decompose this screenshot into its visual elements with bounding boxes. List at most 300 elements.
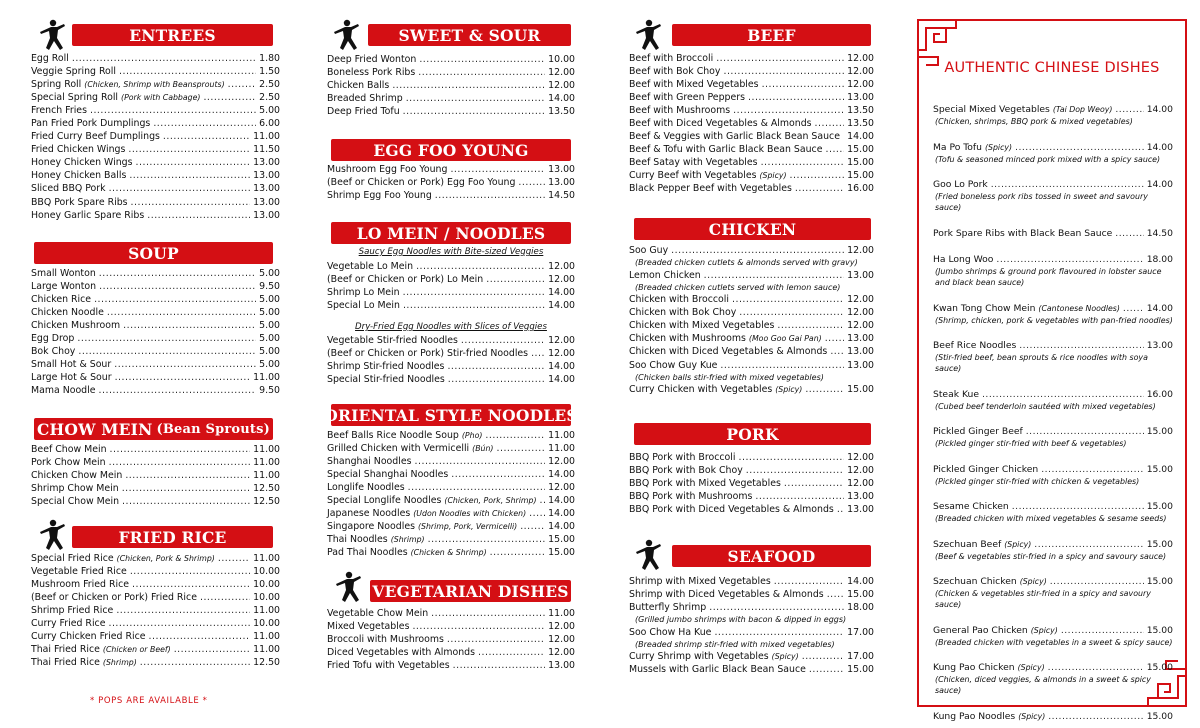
seafood-title: SEAFOOD [727,546,816,566]
menu-item-price: 14.00 [847,576,874,587]
menu-item-note: (Spicy) [775,385,803,395]
menu-item-name: Japanese Noodles [327,508,411,520]
menu-item-name: Curry Chicken Fried Rice [31,631,146,643]
menu-item-name: Shrimp Stir-fried Noodles [327,361,445,373]
menu-item-row [31,643,280,656]
menu-item-row [933,179,1173,191]
dot-leader [109,182,251,195]
menu-item-price: 11.00 [253,553,280,564]
menu-item [327,53,575,66]
menu-item-row [31,209,280,222]
menu-item-name: Curry Chicken with Vegetables [629,384,773,396]
menu-item-row [933,464,1173,476]
beef-banner [672,24,871,46]
menu-item-note: (Bún) [472,444,494,454]
menu-item [327,507,575,520]
dot-leader [431,607,545,620]
menu-item-description: (Breaded chicken cutlets served with lemon sauce) [635,282,841,292]
soup-title: SOUP [128,243,179,263]
menu-item [629,130,874,143]
menu-item-price: 12.00 [847,465,874,477]
menu-item-price: 11.00 [253,372,280,384]
dot-leader [1019,340,1143,352]
menu-item-description: (Pickled ginger stir-fried with chicken & vegetables) [935,476,1140,486]
menu-item-description: (Grilled jumbo shrimps with bacon & dipped in eggs) [635,615,847,625]
menu-item-row [327,373,575,386]
menu-item-price: 1.50 [259,66,280,78]
menu-item [327,66,575,79]
menu-item-row [327,620,575,633]
menu-item-name: Thai Noodles [327,534,388,546]
menu-item-price: 12.00 [847,294,874,306]
menu-item-row [31,565,280,578]
menu-item [31,156,280,169]
egg-foo-young-title: EGG FOO YOUNG [373,140,529,160]
menu-item [31,130,280,143]
dot-leader [200,591,250,604]
dot-leader [720,359,844,372]
menu-item-name: BBQ Pork with Mushrooms [629,491,753,503]
menu-item [327,299,575,312]
menu-item-name: Chicken with Diced Vegetables & Almonds [629,346,828,358]
lo-mein-banner [331,222,571,244]
menu-item [629,383,874,396]
menu-item-description: (Fried boneless pork ribs tossed in sweet and savoury sauce) [935,192,1148,213]
menu-item-price: 14.00 [1146,141,1173,153]
menu-item-description: (Chicken, diced veggies, & almonds in a sweet & spicy sauce) [935,675,1151,696]
dot-leader [1012,501,1144,513]
menu-item-price: 15.00 [548,547,575,559]
menu-item-name: Egg Roll [31,53,69,64]
menu-item-row [31,482,280,495]
menu-item-price: 12.00 [847,307,874,319]
dot-leader [1050,576,1144,588]
menu-item-row [933,711,1173,723]
dot-leader [1048,711,1143,723]
dot-leader [228,78,256,91]
chow-mein-banner [34,418,273,440]
menu-item-row [327,468,575,481]
menu-item-price: 15.00 [847,589,874,601]
chow-mein-subtitle: (Bean Sprouts) [156,421,271,437]
menu-item-price: 14.00 [548,287,575,299]
menu-item-row [327,429,575,442]
menu-item-name: Special Longlife Noodles [327,495,442,507]
menu-item-name: Shrimp with Mixed Vegetables [629,576,771,587]
menu-item-price: 13.00 [847,92,874,104]
menu-item-name: Honey Garlic Spare Ribs [31,209,145,221]
dot-leader [128,143,250,156]
chow-mein-list [31,443,280,508]
menu-item-row [31,656,280,669]
sweet-sour-title: SWEET & SOUR [398,25,541,45]
menu-item-row [31,130,280,143]
menu-item-name: Soo Chow Guy Kue [629,359,718,371]
menu-item-name: Pan Fried Pork Dumplings [31,118,151,130]
menu-item [933,662,1173,696]
menu-item-row [933,539,1173,551]
menu-item-name: Special Stir-fried Noodles [327,374,445,386]
menu-item [327,105,575,118]
kung-fu-fighter-icon [630,538,666,574]
menu-item-row [327,546,575,559]
menu-item [31,384,280,397]
menu-item-name: Large Wonton [31,281,97,293]
menu-item-description: (Tofu & seasoned minced pork mixed with a spicy sauce) [935,154,1161,164]
vegetarian-banner [370,580,571,602]
menu-item-note: (Pork with Cabbage) [121,93,201,103]
menu-item [629,269,874,294]
menu-item [933,711,1173,723]
dot-leader [490,546,546,559]
menu-item-name: Chicken Chow Mein [31,470,123,482]
menu-item-name: Sesame Chicken [933,501,1009,512]
menu-item-row [933,662,1173,674]
lo-mein-list [327,260,575,312]
menu-item-note: (Tai Dop Weoy) [1052,105,1113,114]
dot-leader [825,143,844,156]
menu-item-price: 17.00 [847,651,874,663]
menu-item-name: Steak Kue [933,388,979,400]
menu-item-name: Veggie Spring Roll [31,66,116,78]
egg-foo-young-list [327,163,575,202]
menu-item-name: Beef Balls Rice Noodle Soup [327,430,459,441]
menu-item-name: Pork Chow Mein [31,457,106,469]
menu-item-row [629,143,874,156]
menu-item [629,104,874,117]
dot-leader [540,494,546,507]
menu-item-row [629,52,874,65]
menu-item-row [629,464,874,477]
menu-item-row [327,273,575,286]
menu-item-name: Chicken with Broccoli [629,294,729,306]
vegetarian-title: VEGETARIAN DISHES [372,581,569,601]
menu-item-price: 11.00 [548,430,575,441]
menu-item [327,607,575,620]
menu-item-row [629,117,874,130]
menu-item-name: (Beef or Chicken or Pork) Lo Mein [327,274,484,286]
dot-leader [1061,625,1144,637]
menu-item-note: (Chicken or Beef) [102,645,171,655]
menu-item-row [629,503,874,516]
dot-leader [795,182,844,195]
menu-item-row [31,358,280,371]
menu-item-price: 15.00 [847,170,874,182]
menu-item-row [327,92,575,105]
oriental-noodles-banner [324,404,578,426]
dot-leader [72,52,256,65]
menu-item-name: Shrimp Chow Mein [31,483,119,495]
menu-item-price: 12.00 [548,67,575,79]
menu-item-row [31,578,280,591]
chow-mein-title: CHOW MEIN [36,419,153,439]
menu-item-row [31,91,280,104]
menu-item-price: 12.00 [548,335,575,346]
menu-item-price: 12.00 [847,53,874,64]
menu-item-name: Large Hot & Sour [31,372,112,384]
menu-item [629,451,874,464]
menu-item [31,143,280,156]
menu-item-row [31,443,280,456]
menu-item-description: (Jumbo shrimps & ground pork flavoured in lobster sauce and black bean sauce) [935,267,1162,288]
menu-item [327,273,575,286]
pops-note: * POPS ARE AVAILABLE * [90,696,208,706]
menu-item-row [327,334,575,347]
menu-item-name: Beef with Green Peppers [629,92,745,104]
menu-item-name: BBQ Pork with Diced Vegetables & Almonds [629,504,834,516]
dot-leader [827,588,844,601]
dot-leader [496,442,545,455]
menu-item-name: Pickled Ginger Beef [933,426,1023,437]
menu-item [31,578,280,591]
dot-leader [90,104,256,117]
kung-fu-fighter-icon [34,518,70,554]
menu-item [629,663,874,676]
soup-list [31,267,280,397]
menu-item-note: (Chicken, Pork, Shrimp) [444,496,537,506]
dot-leader [428,533,546,546]
menu-item-price: 14.50 [1146,227,1173,239]
menu-item-name: Beef & Veggies with Garlic Black Bean Sauce [629,131,840,143]
menu-item-description: (Breaded chicken with mixed vegetables & sesame seeds) [935,514,1167,524]
menu-item [31,52,280,65]
menu-item [629,143,874,156]
menu-item-name: Small Hot & Sour [31,359,112,371]
dot-leader [1115,104,1143,116]
menu-item [629,65,874,78]
menu-item-price: 11.00 [548,608,575,619]
menu-item [629,244,874,269]
dot-leader [435,189,545,202]
menu-item [327,620,575,633]
menu-item-row [327,481,575,494]
menu-item [31,65,280,78]
menu-item-price: 15.00 [1146,662,1173,673]
menu-item-price: 5.00 [259,346,280,358]
menu-item-price: 18.00 [847,602,874,614]
menu-item-name: Beef with Bok Choy [629,66,721,78]
menu-item [629,78,874,91]
menu-item-name: Mussels with Garlic Black Bean Sauce [629,664,806,676]
menu-item-name: Special Mixed Vegetables [933,104,1050,115]
dot-leader [107,306,256,319]
menu-item [327,455,575,468]
dot-leader [784,477,844,490]
menu-item-price: 11.00 [253,457,280,469]
menu-item-name: Vegetable Stir-fried Noodles [327,335,458,346]
menu-item-name: Beef Satay with Vegetables [629,157,758,169]
menu-item [31,469,280,482]
menu-item-price: 13.00 [253,157,280,169]
dot-leader [451,468,545,481]
kung-fu-fighter-icon [34,18,70,54]
menu-item [933,464,1173,487]
menu-item [933,179,1173,213]
menu-item [629,117,874,130]
menu-item-price: 9.50 [259,385,280,397]
dot-leader [392,79,545,92]
dot-leader [518,176,545,189]
menu-item-row [327,79,575,92]
menu-item [327,429,575,442]
menu-item-name: Curry Beef with Vegetables [629,170,757,182]
menu-item-row [31,169,280,182]
menu-item-price: 11.00 [253,131,280,143]
menu-item-row [629,293,874,306]
menu-item [933,389,1173,412]
lo-mein-title: LO MEIN / NOODLES [356,223,546,243]
menu-item [31,456,280,469]
menu-item-description: (Pickled ginger stir-fried with beef & vegetables) [935,439,1127,449]
dot-leader [746,464,844,477]
menu-item-price: 18.00 [1146,254,1173,265]
dot-leader [147,209,250,222]
menu-item-row [629,332,874,345]
dot-leader [447,633,545,646]
menu-item-row [31,345,280,358]
menu-item-price: 13.50 [847,105,874,117]
menu-item-row [327,607,575,620]
menu-item-price: 12.00 [548,634,575,646]
menu-item-name: Fried Tofu with Vegetables [327,660,450,672]
menu-item-row [31,182,280,195]
dot-leader [709,601,844,614]
dot-leader [116,604,250,617]
beef-title: BEEF [747,25,796,45]
menu-item-price: 14.00 [548,521,575,533]
dot-leader [1015,142,1144,154]
menu-item-name: Boneless Pork Ribs [327,67,416,79]
menu-item-name: Small Wonton [31,268,96,279]
menu-item-row [629,477,874,490]
menu-item-price: 14.00 [847,131,874,143]
menu-item-price: 14.00 [548,374,575,386]
menu-item-note: (Spicy) [1018,711,1046,721]
dot-leader [403,286,546,299]
menu-item [327,347,575,360]
dot-leader [996,254,1143,266]
menu-item-price: 15.00 [1146,576,1173,587]
dot-leader [1034,539,1143,551]
pork-banner [634,423,871,445]
menu-item [327,442,575,455]
menu-item-note: (Shrimp, Pork, Vermicelli) [417,522,518,532]
menu-item-row [31,267,280,280]
menu-item-name: Chicken with Bok Choy [629,307,737,319]
menu-item-description: (Shrimp, chicken, pork & vegetables with pan-fried noodles) [935,315,1173,325]
menu-item-name: Egg Drop [31,333,75,345]
menu-item-price: 15.00 [847,157,874,169]
menu-item [327,163,575,176]
menu-item [327,373,575,386]
menu-item-price: 5.00 [259,268,280,279]
menu-item [629,306,874,319]
menu-item [629,588,874,601]
dot-leader [733,104,844,117]
menu-item-price: 13.00 [847,346,874,358]
menu-item [933,426,1173,449]
menu-item [31,306,280,319]
menu-item-name: Kung Pao Noodles [933,710,1016,722]
menu-item [629,490,874,503]
menu-item-name: Curry Fried Rice [31,618,106,630]
menu-item [327,360,575,373]
menu-item-name: Shrimp Lo Mein [327,287,400,299]
menu-item-name: Chicken Rice [31,294,92,306]
menu-item [31,552,280,565]
pork-list [629,451,874,516]
menu-item-name: Ma Po Tofu [933,141,982,153]
pork-title: PORK [726,424,779,444]
dot-leader [136,156,251,169]
menu-item-description: (Stir-fried beef, bean sprouts & rice noodles with soya sauce) [935,353,1148,374]
menu-item-row [933,576,1173,588]
menu-item-row [629,345,874,358]
menu-item-row [327,646,575,659]
chicken-banner [634,218,871,240]
menu-item [31,656,280,669]
menu-item-note: (Chicken & Shrimp) [410,548,487,558]
menu-item-price: 12.00 [548,274,575,286]
lo-mein-subhead-saucy: Saucy Egg Noodles with Bite-sized Veggies [358,247,544,257]
menu-item [933,501,1173,524]
menu-item [933,142,1173,165]
menu-item-price: 13.00 [253,209,280,221]
menu-item-row [31,630,280,643]
menu-item-name: Butterfly Shrimp [629,602,707,614]
menu-item-name: Goo Lo Pork [933,179,988,190]
menu-item-row [327,176,575,189]
menu-item-row [327,260,575,273]
menu-item [629,477,874,490]
menu-item-note: (Shrimp) [102,658,137,668]
menu-item-name: Pad Thai Noodles [327,547,408,559]
menu-item-name: Kung Pao Chicken [933,662,1015,673]
menu-item [933,340,1173,374]
menu-item [31,293,280,306]
menu-item-row [327,189,575,202]
menu-item-row [31,143,280,156]
menu-item-row [31,591,280,604]
menu-item-row [933,501,1173,513]
menu-item-price: 16.00 [1146,388,1173,400]
chicken-list [629,244,874,396]
menu-item-name: (Beef or Chicken or Pork) Fried Rice [31,592,197,604]
dot-leader [115,371,251,384]
menu-item-row [933,389,1173,401]
menu-item-name: Pickled Ginger Chicken [933,463,1039,475]
dot-leader [203,91,256,104]
menu-item-price: 13.00 [253,196,280,208]
menu-item [629,156,874,169]
menu-item-row [933,254,1173,266]
menu-item-price: 15.00 [1146,624,1173,636]
menu-item [629,503,874,516]
menu-item-description: (Breaded chicken with vegetables in a sweet & spicy sauce) [935,637,1173,647]
menu-item-name: Shrimp Fried Rice [31,605,114,617]
menu-item [629,182,874,195]
menu-item [629,601,874,626]
menu-item-name: Beef with Broccoli [629,53,714,64]
menu-item [31,643,280,656]
menu-item-price: 2.50 [259,92,280,104]
menu-item-name: Special Shanghai Noodles [327,469,449,481]
dot-leader [415,455,546,468]
dot-leader [461,334,545,347]
menu-item-row [629,383,874,396]
dot-leader [125,469,250,482]
menu-item-price: 15.00 [847,664,874,676]
